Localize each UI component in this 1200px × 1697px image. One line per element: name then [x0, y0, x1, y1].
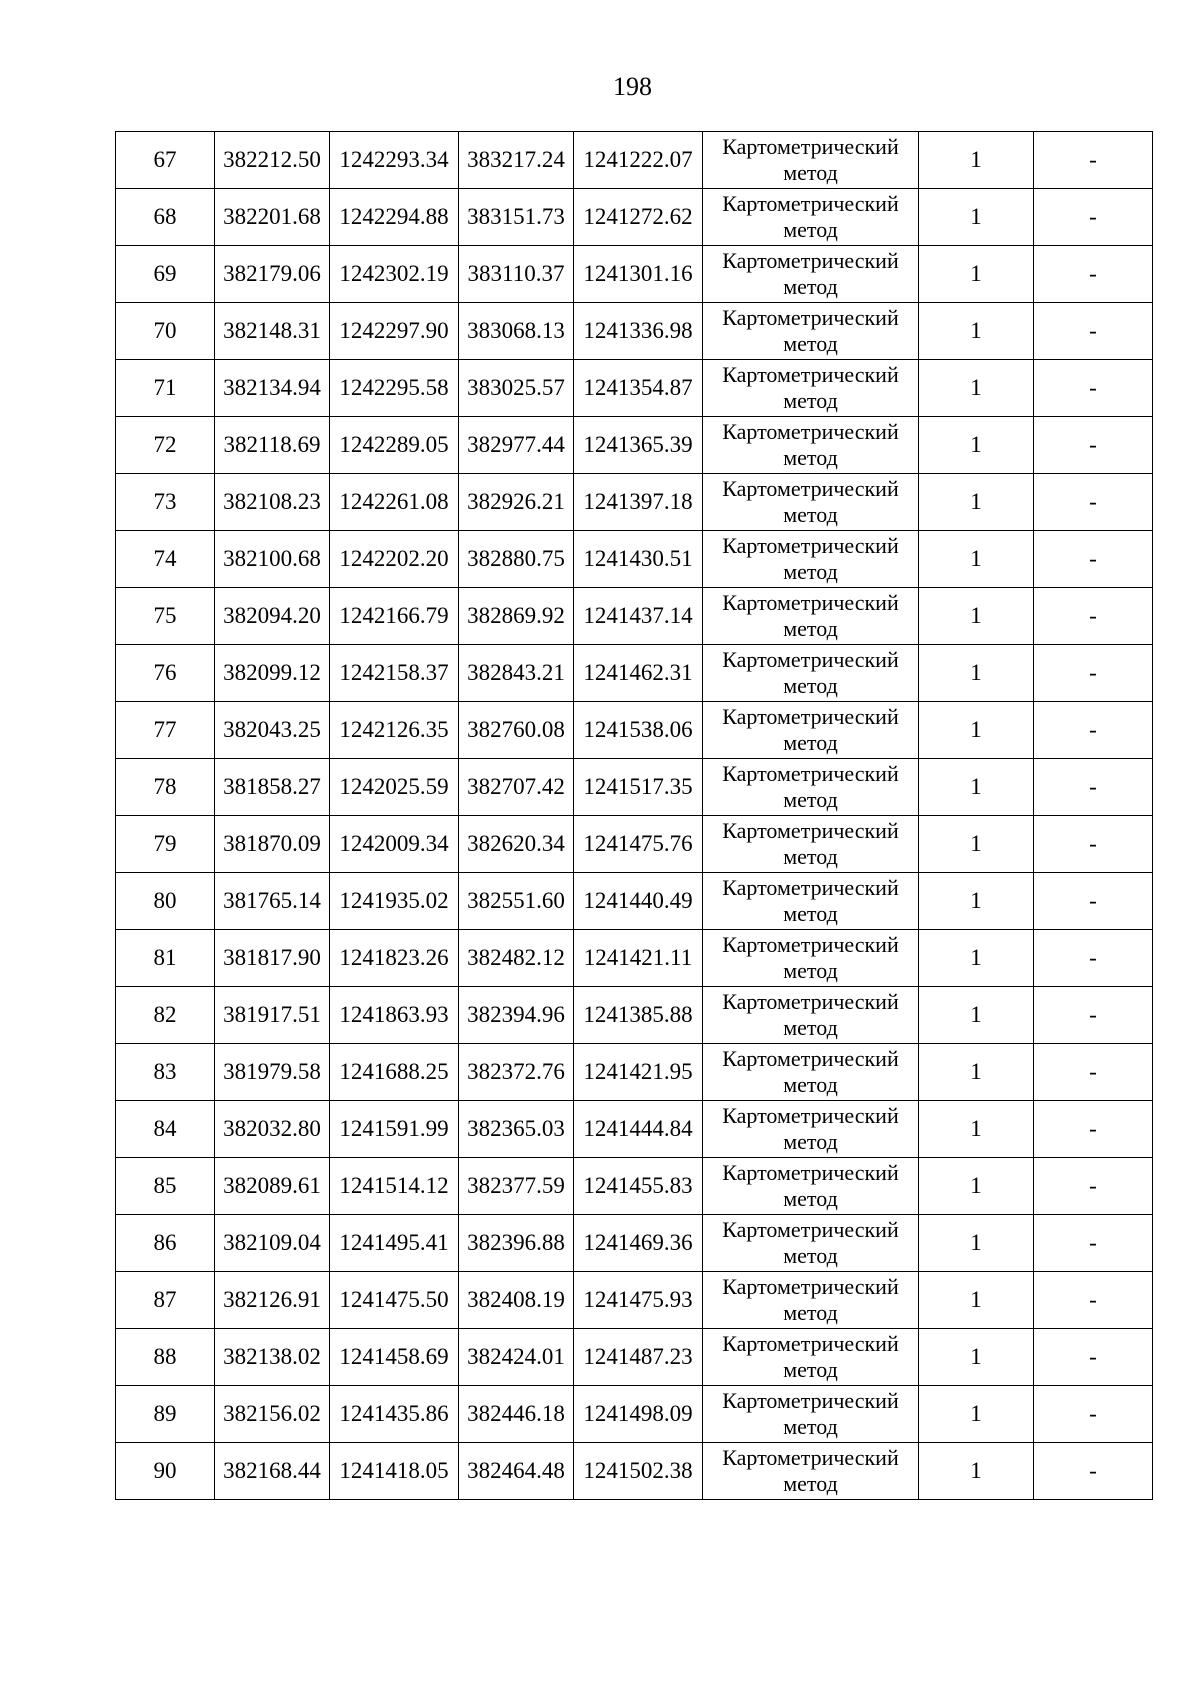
cell-x1: 382089.61: [215, 1158, 330, 1215]
cell-x1: 382156.02: [215, 1386, 330, 1443]
method-line-2: метод: [783, 958, 838, 983]
method-line-1: Картометрический: [722, 191, 899, 216]
cell-accuracy: 1: [919, 360, 1034, 417]
cell-method: [703, 1443, 919, 1500]
cell-note: -: [1034, 873, 1153, 930]
cell-x1: 382099.12: [215, 645, 330, 702]
method-line-2: метод: [783, 844, 838, 869]
cell-point-number: 76: [116, 645, 215, 702]
cell-x2: 382408.19: [459, 1272, 574, 1329]
cell-point-number: 72: [116, 417, 215, 474]
cell-y1: 1242261.08: [330, 474, 459, 531]
cell-y2: 1241462.31: [574, 645, 703, 702]
cell-point-number: 83: [116, 1044, 215, 1101]
table-row: [116, 474, 1153, 531]
cell-x2: 382394.96: [459, 987, 574, 1044]
cell-x1: 381917.51: [215, 987, 330, 1044]
cell-y2: 1241354.87: [574, 360, 703, 417]
cell-method: [703, 816, 919, 873]
cell-x1: 382109.04: [215, 1215, 330, 1272]
cell-y2: 1241272.62: [574, 189, 703, 246]
cell-method: [703, 873, 919, 930]
cell-point-number: 75: [116, 588, 215, 645]
table-row: [116, 1158, 1153, 1215]
cell-x2: 382551.60: [459, 873, 574, 930]
cell-accuracy: 1: [919, 816, 1034, 873]
cell-x2: 382365.03: [459, 1101, 574, 1158]
cell-x2: 382880.75: [459, 531, 574, 588]
cell-accuracy: 1: [919, 246, 1034, 303]
cell-y1: 1241435.86: [330, 1386, 459, 1443]
cell-accuracy: 1: [919, 930, 1034, 987]
cell-y2: 1241502.38: [574, 1443, 703, 1500]
cell-note: -: [1034, 759, 1153, 816]
table-row: [116, 1044, 1153, 1101]
method-line-2: метод: [783, 1072, 838, 1097]
table-row: [116, 1386, 1153, 1443]
method-line-2: метод: [783, 673, 838, 698]
method-line-2: метод: [783, 901, 838, 926]
cell-note: -: [1034, 132, 1153, 189]
cell-note: -: [1034, 1101, 1153, 1158]
cell-x2: 382464.48: [459, 1443, 574, 1500]
cell-note: -: [1034, 1443, 1153, 1500]
cell-x1: 382032.80: [215, 1101, 330, 1158]
cell-x1: 382043.25: [215, 702, 330, 759]
cell-note: -: [1034, 930, 1153, 987]
cell-y1: 1241935.02: [330, 873, 459, 930]
method-line-2: метод: [783, 1186, 838, 1211]
cell-x1: 382212.50: [215, 132, 330, 189]
cell-x1: 382100.68: [215, 531, 330, 588]
cell-accuracy: 1: [919, 1215, 1034, 1272]
cell-y1: 1241475.50: [330, 1272, 459, 1329]
method-line-1: Картометрический: [722, 1274, 899, 1299]
cell-point-number: 70: [116, 303, 215, 360]
cell-accuracy: 1: [919, 1044, 1034, 1101]
method-line-2: метод: [783, 1471, 838, 1496]
method-line-2: метод: [783, 217, 838, 242]
method-line-2: метод: [783, 1243, 838, 1268]
cell-x1: 382179.06: [215, 246, 330, 303]
cell-y2: 1241498.09: [574, 1386, 703, 1443]
cell-y1: 1242025.59: [330, 759, 459, 816]
cell-accuracy: 1: [919, 132, 1034, 189]
method-line-2: метод: [783, 787, 838, 812]
cell-point-number: 87: [116, 1272, 215, 1329]
table-row: [116, 1443, 1153, 1500]
method-line-2: метод: [783, 160, 838, 185]
method-line-1: Картометрический: [722, 134, 899, 159]
cell-accuracy: 1: [919, 189, 1034, 246]
cell-accuracy: 1: [919, 645, 1034, 702]
cell-point-number: 86: [116, 1215, 215, 1272]
cell-method: [703, 930, 919, 987]
table-row: [116, 132, 1153, 189]
cell-accuracy: 1: [919, 474, 1034, 531]
table-row: [116, 360, 1153, 417]
cell-accuracy: 1: [919, 873, 1034, 930]
cell-y2: 1241385.88: [574, 987, 703, 1044]
cell-point-number: 68: [116, 189, 215, 246]
method-line-1: Картометрический: [722, 1046, 899, 1071]
cell-point-number: 82: [116, 987, 215, 1044]
cell-x2: 382446.18: [459, 1386, 574, 1443]
table-row: [116, 987, 1153, 1044]
cell-x1: 382134.94: [215, 360, 330, 417]
cell-method: [703, 303, 919, 360]
cell-point-number: 81: [116, 930, 215, 987]
cell-x2: 382482.12: [459, 930, 574, 987]
cell-method: [703, 189, 919, 246]
method-line-1: Картометрический: [722, 1331, 899, 1356]
table-row: [116, 588, 1153, 645]
cell-accuracy: 1: [919, 759, 1034, 816]
cell-y1: 1241823.26: [330, 930, 459, 987]
method-line-1: Картометрический: [722, 1103, 899, 1128]
cell-x2: 382424.01: [459, 1329, 574, 1386]
cell-x2: 382843.21: [459, 645, 574, 702]
cell-x2: 382760.08: [459, 702, 574, 759]
method-line-2: метод: [783, 730, 838, 755]
method-line-1: Картометрический: [722, 875, 899, 900]
cell-method: [703, 1329, 919, 1386]
table-row: [116, 645, 1153, 702]
cell-y1: 1241863.93: [330, 987, 459, 1044]
cell-accuracy: 1: [919, 417, 1034, 474]
cell-note: -: [1034, 1044, 1153, 1101]
cell-note: -: [1034, 474, 1153, 531]
cell-x1: 381870.09: [215, 816, 330, 873]
cell-x1: 382201.68: [215, 189, 330, 246]
table-row: [116, 531, 1153, 588]
cell-method: [703, 1158, 919, 1215]
cell-method: [703, 360, 919, 417]
cell-point-number: 71: [116, 360, 215, 417]
cell-y2: 1241437.14: [574, 588, 703, 645]
cell-note: -: [1034, 1215, 1153, 1272]
cell-accuracy: 1: [919, 1386, 1034, 1443]
cell-y2: 1241336.98: [574, 303, 703, 360]
cell-point-number: 79: [116, 816, 215, 873]
cell-method: [703, 1215, 919, 1272]
cell-method: [703, 246, 919, 303]
table-row: [116, 246, 1153, 303]
cell-y1: 1241418.05: [330, 1443, 459, 1500]
method-line-2: метод: [783, 616, 838, 641]
cell-y2: 1241222.07: [574, 132, 703, 189]
cell-method: [703, 531, 919, 588]
cell-y1: 1241495.41: [330, 1215, 459, 1272]
table-row: [116, 417, 1153, 474]
table-row: [116, 930, 1153, 987]
method-line-1: Картометрический: [722, 419, 899, 444]
cell-method: [703, 474, 919, 531]
cell-point-number: 67: [116, 132, 215, 189]
method-line-2: метод: [783, 1357, 838, 1382]
cell-method: [703, 132, 919, 189]
table-row: [116, 1329, 1153, 1386]
cell-accuracy: 1: [919, 1329, 1034, 1386]
cell-note: -: [1034, 987, 1153, 1044]
method-line-2: метод: [783, 1300, 838, 1325]
cell-method: [703, 645, 919, 702]
method-line-1: Картометрический: [722, 248, 899, 273]
cell-point-number: 78: [116, 759, 215, 816]
cell-y1: 1242302.19: [330, 246, 459, 303]
cell-y2: 1241455.83: [574, 1158, 703, 1215]
cell-x1: 381817.90: [215, 930, 330, 987]
method-line-2: метод: [783, 274, 838, 299]
cell-x1: 381858.27: [215, 759, 330, 816]
cell-x2: 382707.42: [459, 759, 574, 816]
cell-x1: 382094.20: [215, 588, 330, 645]
cell-method: [703, 1386, 919, 1443]
method-line-1: Картометрический: [722, 305, 899, 330]
cell-note: -: [1034, 645, 1153, 702]
cell-y1: 1242289.05: [330, 417, 459, 474]
cell-note: -: [1034, 246, 1153, 303]
method-line-1: Картометрический: [722, 1217, 899, 1242]
cell-y1: 1241458.69: [330, 1329, 459, 1386]
cell-x1: 382168.44: [215, 1443, 330, 1500]
cell-note: -: [1034, 1272, 1153, 1329]
cell-x2: 383025.57: [459, 360, 574, 417]
cell-method: [703, 702, 919, 759]
cell-y2: 1241365.39: [574, 417, 703, 474]
table-row: [116, 189, 1153, 246]
cell-note: -: [1034, 1158, 1153, 1215]
method-line-1: Картометрический: [722, 989, 899, 1014]
cell-note: -: [1034, 1329, 1153, 1386]
method-line-1: Картометрический: [722, 1160, 899, 1185]
cell-y2: 1241397.18: [574, 474, 703, 531]
method-line-2: метод: [783, 331, 838, 356]
cell-method: [703, 987, 919, 1044]
cell-point-number: 90: [116, 1443, 215, 1500]
cell-y1: 1242009.34: [330, 816, 459, 873]
cell-y2: 1241469.36: [574, 1215, 703, 1272]
cell-method: [703, 759, 919, 816]
cell-x2: 382372.76: [459, 1044, 574, 1101]
cell-point-number: 85: [116, 1158, 215, 1215]
cell-y2: 1241430.51: [574, 531, 703, 588]
table-row: [116, 1215, 1153, 1272]
cell-y1: 1242293.34: [330, 132, 459, 189]
cell-note: -: [1034, 417, 1153, 474]
cell-y1: 1242126.35: [330, 702, 459, 759]
cell-y1: 1242202.20: [330, 531, 459, 588]
table-row: [116, 759, 1153, 816]
cell-x2: 382926.21: [459, 474, 574, 531]
table-row: [116, 702, 1153, 759]
cell-y2: 1241440.49: [574, 873, 703, 930]
cell-note: -: [1034, 1386, 1153, 1443]
method-line-2: метод: [783, 1414, 838, 1439]
cell-method: [703, 1272, 919, 1329]
table-body: [116, 132, 1153, 1500]
cell-y2: 1241421.95: [574, 1044, 703, 1101]
cell-x2: 383068.13: [459, 303, 574, 360]
coordinates-table: [115, 131, 1153, 1500]
cell-y1: 1242297.90: [330, 303, 459, 360]
method-line-1: Картометрический: [722, 647, 899, 672]
cell-y1: 1241591.99: [330, 1101, 459, 1158]
method-line-2: метод: [783, 559, 838, 584]
cell-note: -: [1034, 588, 1153, 645]
method-line-1: Картометрический: [722, 932, 899, 957]
method-line-1: Картометрический: [722, 590, 899, 615]
cell-x2: 382869.92: [459, 588, 574, 645]
cell-y1: 1241688.25: [330, 1044, 459, 1101]
method-line-1: Картометрический: [722, 818, 899, 843]
cell-method: [703, 1044, 919, 1101]
page-number: 198: [613, 72, 652, 101]
cell-y2: 1241475.93: [574, 1272, 703, 1329]
cell-accuracy: 1: [919, 1158, 1034, 1215]
cell-accuracy: 1: [919, 1101, 1034, 1158]
cell-point-number: 73: [116, 474, 215, 531]
cell-y2: 1241487.23: [574, 1329, 703, 1386]
cell-accuracy: 1: [919, 531, 1034, 588]
table-row: [116, 816, 1153, 873]
cell-y2: 1241517.35: [574, 759, 703, 816]
cell-accuracy: 1: [919, 303, 1034, 360]
cell-note: -: [1034, 702, 1153, 759]
method-line-2: метод: [783, 445, 838, 470]
cell-method: [703, 588, 919, 645]
cell-x2: 383110.37: [459, 246, 574, 303]
cell-y1: 1241514.12: [330, 1158, 459, 1215]
cell-x2: 382396.88: [459, 1215, 574, 1272]
cell-y1: 1242166.79: [330, 588, 459, 645]
cell-accuracy: 1: [919, 1272, 1034, 1329]
cell-accuracy: 1: [919, 588, 1034, 645]
cell-x1: 382108.23: [215, 474, 330, 531]
cell-accuracy: 1: [919, 987, 1034, 1044]
cell-y2: 1241444.84: [574, 1101, 703, 1158]
cell-x2: 382377.59: [459, 1158, 574, 1215]
cell-y1: 1242158.37: [330, 645, 459, 702]
cell-note: -: [1034, 531, 1153, 588]
method-line-1: Картометрический: [722, 362, 899, 387]
cell-y2: 1241475.76: [574, 816, 703, 873]
method-line-2: метод: [783, 502, 838, 527]
cell-y1: 1242294.88: [330, 189, 459, 246]
cell-note: -: [1034, 189, 1153, 246]
method-line-1: Картометрический: [722, 704, 899, 729]
method-line-1: Картометрический: [722, 761, 899, 786]
cell-x1: 382118.69: [215, 417, 330, 474]
table-row: [116, 873, 1153, 930]
cell-point-number: 69: [116, 246, 215, 303]
cell-point-number: 80: [116, 873, 215, 930]
table-row: [116, 1101, 1153, 1158]
cell-x2: 383151.73: [459, 189, 574, 246]
table-row: [116, 303, 1153, 360]
cell-x2: 382620.34: [459, 816, 574, 873]
method-line-1: Картометрический: [722, 476, 899, 501]
cell-point-number: 74: [116, 531, 215, 588]
cell-point-number: 84: [116, 1101, 215, 1158]
cell-x1: 381979.58: [215, 1044, 330, 1101]
method-line-1: Картометрический: [722, 533, 899, 558]
cell-x1: 382126.91: [215, 1272, 330, 1329]
cell-note: -: [1034, 816, 1153, 873]
cell-accuracy: 1: [919, 702, 1034, 759]
cell-note: -: [1034, 360, 1153, 417]
cell-y2: 1241301.16: [574, 246, 703, 303]
cell-x1: 382138.02: [215, 1329, 330, 1386]
method-line-1: Картометрический: [722, 1388, 899, 1413]
method-line-2: метод: [783, 388, 838, 413]
method-line-2: метод: [783, 1129, 838, 1154]
cell-note: -: [1034, 303, 1153, 360]
cell-x1: 381765.14: [215, 873, 330, 930]
table-row: [116, 1272, 1153, 1329]
cell-method: [703, 417, 919, 474]
method-line-1: Картометрический: [722, 1445, 899, 1470]
cell-point-number: 89: [116, 1386, 215, 1443]
cell-y2: 1241538.06: [574, 702, 703, 759]
cell-x2: 383217.24: [459, 132, 574, 189]
cell-y1: 1242295.58: [330, 360, 459, 417]
method-line-2: метод: [783, 1015, 838, 1040]
cell-y2: 1241421.11: [574, 930, 703, 987]
cell-accuracy: 1: [919, 1443, 1034, 1500]
cell-x1: 382148.31: [215, 303, 330, 360]
cell-point-number: 88: [116, 1329, 215, 1386]
cell-x2: 382977.44: [459, 417, 574, 474]
cell-method: [703, 1101, 919, 1158]
cell-point-number: 77: [116, 702, 215, 759]
